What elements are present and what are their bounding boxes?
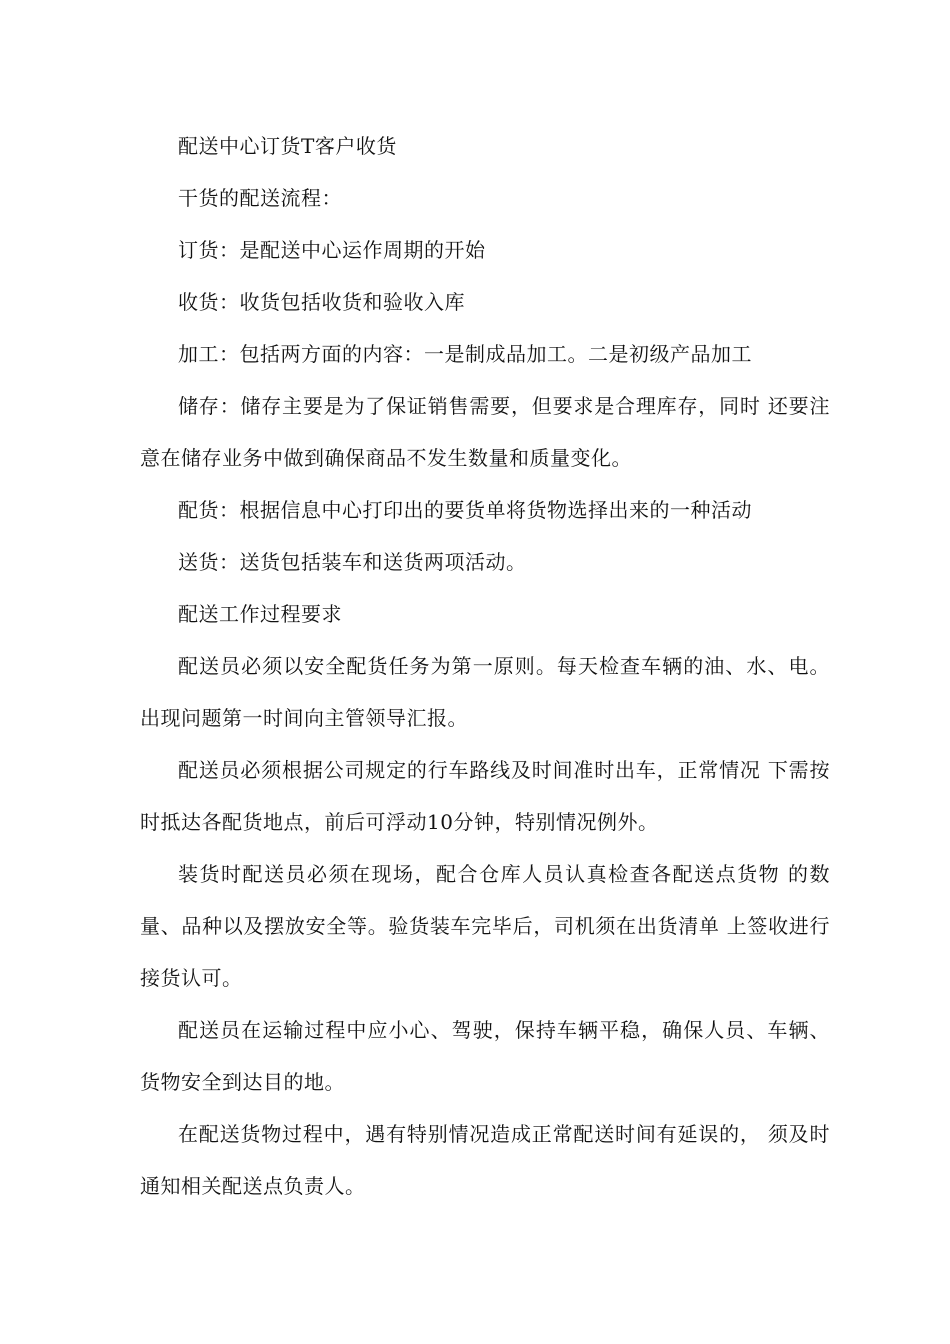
- paragraph-storage: 储存：储存主要是为了保证销售需要，但要求是合理库存，同时 还要注意在储存业务中做到确保商品不发生数量和质量变化。: [140, 394, 830, 470]
- paragraph-processing: 加工：包括两方面的内容：一是制成品加工。二是初级产品加工: [178, 342, 752, 366]
- paragraph-order-to-receipt: 配送中心订货T客户收货: [178, 134, 397, 158]
- paragraph-picking: 配货：根据信息中心打印出的要货单将货物选择出来的一种活动: [178, 498, 752, 522]
- paragraph-receiving: 收货：收货包括收货和验收入库: [178, 290, 465, 314]
- paragraph-safety-first: 配送员必须以安全配货任务为第一原则。每天检查车辆的油、水、电。出现问题第一时间向主管领导汇报。: [140, 654, 830, 730]
- paragraph-delivery: 送货：送货包括装车和送货两项活动。: [178, 550, 527, 574]
- paragraph-transport-safety: 配送员在运输过程中应小心、驾驶，保持车辆平稳，确保人员、车辆、货物安全到达目的地。: [140, 1018, 830, 1094]
- paragraph-delay-notification: 在配送货物过程中，遇有特别情况造成正常配送时间有延误的， 须及时通知相关配送点负责人。: [140, 1122, 830, 1198]
- document-body: [140, 120, 830, 1212]
- paragraph-dry-goods-process-heading: 干货的配送流程：: [178, 186, 342, 210]
- paragraph-work-requirements-heading: 配送工作过程要求: [178, 602, 342, 626]
- paragraph-loading-check: 装货时配送员必须在现场，配合仓库人员认真检查各配送点货物 的数量、品种以及摆放安全等。验货装车完毕后，司机须在出货清单 上签收进行接货认可。: [140, 862, 830, 990]
- paragraph-route-schedule: 配送员必须根据公司规定的行车路线及时间准时出车，正常情况 下需按时抵达各配货地点，前后可浮动10分钟，特别情况例外。: [140, 758, 830, 834]
- paragraph-ordering: 订货：是配送中心运作周期的开始: [178, 238, 486, 262]
